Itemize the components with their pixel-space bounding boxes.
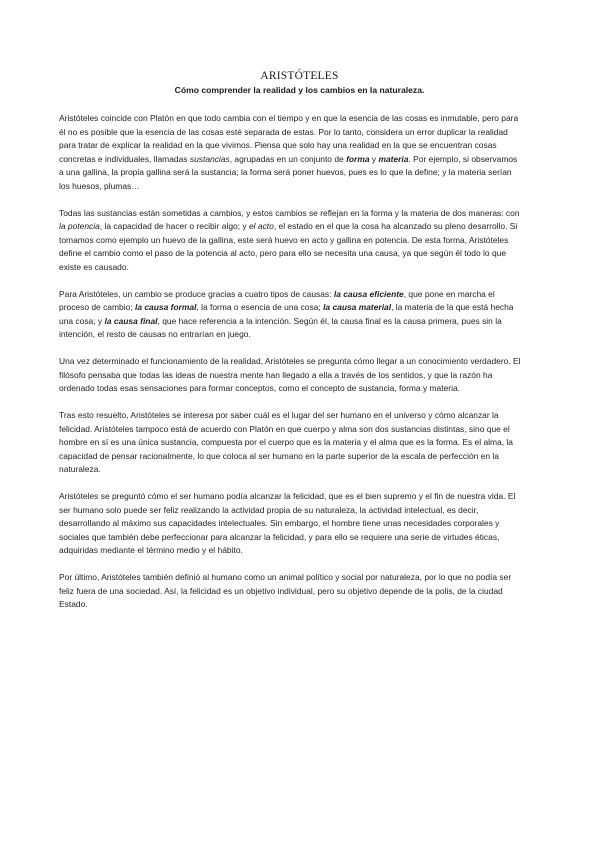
text-run: , la materia de la que está hecha una cosa; y	[59, 302, 514, 326]
term-materia: materia	[378, 153, 409, 164]
document-body	[59, 112, 524, 625]
paragraph-conocimiento: Una vez determinado el funcionamiento de la realidad, Aristóteles se pregunta cómo llegar a un conocimiento verdadero. El filósofo pensaba que todas las ideas de nuestra mente han llegado a ella a través de los sentidos, y que la razón ha ordenado todas esas sensaciones para formar conceptos, como el concepto de sustancia, forma y materia.	[59, 356, 521, 393]
text-run: , el estado en el que la cosa ha alcanzado su pleno desarrollo. Si tomamos como ejemplo un huevo de la gallina, este será huevo en acto y gallina en potencia. De esta forma, Aristóteles define el cambio como el paso de la potencia al acto, pero para ello se necesita una causa, ya que según él todo lo que existe es causado.	[59, 221, 518, 272]
paragraph-felicidad: Aristóteles se preguntó cómo el ser humano podía alcanzar la felicidad, que es el bien supremo y el fin de nuestra vida. El ser humano solo puede ser feliz realizando la actividad propia de su naturaleza, la actividad intelectual, es decir, desarrollando al máximo sus capacidades intelectuales. Sin embargo, el hombre tiene unas necesidades corporales y sociales que también debe perfeccionar para alcanzar la felicidad, y para ello se requiere una serie de virtudes éticas, adquiridas mediante el término medio y el hábito.	[59, 491, 516, 555]
term-acto: el acto	[248, 221, 274, 231]
text-run: Aristóteles coincide con Platón en que todo cambia con el tiempo y en que la esencia de las cosas es inmutable, pero para él no es posible que la esencia de las cosas esté separada de estas. Por lo tanto, considera un error duplicar la realidad para tratar de explicar la realidad en la que vivimos. Piensa que solo hay una realidad en la que se encuentran cosas concretas e individuales, llamadas	[59, 113, 519, 164]
term-causa-material: la causa material	[323, 302, 392, 312]
text-run: Todas las sustancias están sometidas a cambios, y estos cambios se reflejan en la forma y la materia de dos maneras: con	[59, 207, 520, 218]
term-sustancias: sustancias	[189, 153, 230, 164]
paragraph-cambio	[59, 207, 524, 275]
page-title: ARISTÓTELES	[260, 70, 339, 82]
term-causa-formal: la causa formal	[134, 302, 197, 312]
term-causa-eficiente: la causa eficiente	[333, 288, 404, 299]
text-run: . Por ejemplo, si observamos a una gallina, la propia gallina será la sustancia; la forma será poner huevos, pues es lo que la define; y la materia serían los huesos, plumas…	[59, 153, 518, 191]
page-subtitle: Cómo comprender la realidad y los cambios en la naturaleza.	[174, 85, 425, 95]
term-causa-final: la causa final	[104, 315, 158, 326]
text-run: Para Aristóteles, un cambio se produce gracias a cuatro tipos de causas:	[59, 288, 334, 299]
text-run: , que hace referencia a la intención. Según él, la causa final es la causa primera, pues sin la intención, el resto de causas no entrarían en juego.	[59, 315, 502, 339]
text-run: , agrupadas en un conjunto de	[229, 153, 347, 164]
term-forma: forma	[346, 153, 370, 164]
text-run: , que pone en marcha el proceso de cambio;	[59, 288, 495, 312]
paragraph-ser-humano: Tras esto resuelto, Aristóteles se interesa por saber cuál es el lugar del ser humano en el universo y cómo alcanzar la felicidad. Aristóteles tampoco está de acuerdo con Platón en que cuerpo y alma son dos sustancias distintas, sino que el hombre en sí es una única sustancia, compuesta por el cuerpo que es la materia y el alma que es la forma. Es el alma, la capacidad de pensar racionalmente, lo que coloca al ser humano en la parte superior de la escala de perfección en la naturaleza.	[59, 410, 513, 474]
term-potencia: la potencia	[59, 221, 100, 231]
text-run: , la capacidad de hacer o recibir algo; y	[99, 221, 249, 231]
paragraph-causas	[59, 288, 524, 342]
text-run: y	[369, 153, 379, 164]
text-run: , la forma o esencia de una cosa;	[196, 302, 324, 312]
paragraph-animal-politico: Por último, Aristóteles también definió al humano como un animal político y social por naturaleza, por lo que no podía ser feliz fuera de una sociedad. Así, la felicidad es un objetivo individual, pero su objetivo depende de la polis, de la ciudad Estado.	[59, 572, 512, 609]
paragraph-sustancias	[59, 112, 524, 193]
